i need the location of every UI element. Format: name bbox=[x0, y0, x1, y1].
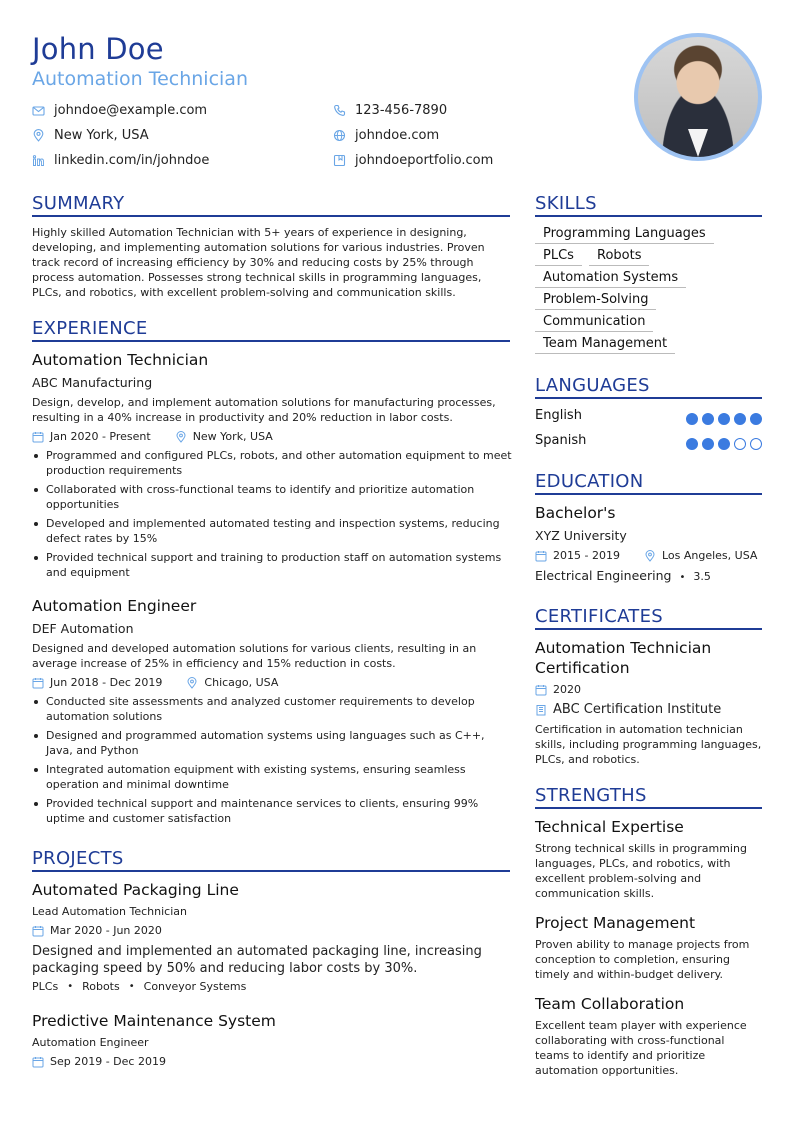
skill-chip: Problem-Solving bbox=[535, 292, 656, 310]
globe-icon bbox=[333, 129, 355, 142]
contact-website[interactable]: johndoe.com bbox=[333, 126, 439, 144]
job-description: Designed and developed automation solutions for various clients, resulting in an average increase of 25% in efficiency and 15% reduction in costs. bbox=[32, 642, 477, 670]
rating-dot bbox=[750, 438, 762, 450]
list-item: Designed and programmed automation systems using languages such as C++, Java, and Python bbox=[32, 728, 512, 758]
certificate-issuer: ABC Certification Institute bbox=[535, 702, 721, 717]
certificate-description: Certification in automation technician skills, including programming languages, PLCs, and robotics. bbox=[535, 723, 762, 766]
strength-title: Team Collaboration bbox=[535, 995, 685, 1013]
skills-divider bbox=[535, 215, 762, 217]
languages-divider bbox=[535, 397, 762, 399]
list-item: Integrated automation equipment with existing systems, ensuring seamless operation and minimal downtime bbox=[32, 762, 512, 792]
job-meta: Jun 2018 - Dec 2019 Chicago, USA bbox=[32, 676, 278, 689]
calendar-icon bbox=[32, 677, 44, 689]
list-item: Programmed and configured PLCs, robots, and other automation equipment to meet production requirements bbox=[32, 448, 512, 478]
list-item: Conducted site assessments and analyzed customer requirements to develop automation solutions bbox=[32, 694, 512, 724]
project-description: Designed and implemented an automated packaging line, increasing packaging speed by 50% and reducing labor costs by 30%. bbox=[32, 944, 482, 976]
education-divider bbox=[535, 493, 762, 495]
experience-heading: EXPERIENCE bbox=[32, 318, 148, 339]
tag: PLCs bbox=[32, 980, 59, 993]
skill-chip: Robots bbox=[589, 248, 649, 266]
summary-divider bbox=[32, 215, 510, 217]
rating-dot bbox=[686, 413, 698, 425]
summary-heading: SUMMARY bbox=[32, 193, 125, 214]
linkedin-icon bbox=[32, 154, 54, 167]
list-item: Collaborated with cross-functional teams to identify and prioritize automation opportunities bbox=[32, 482, 512, 512]
tag: Conveyor Systems bbox=[143, 980, 247, 993]
language-name: English bbox=[535, 408, 582, 423]
rating-dot bbox=[718, 438, 730, 450]
contact-linkedin[interactable]: linkedin.com/in/johndoe bbox=[32, 151, 209, 169]
list-item: Provided technical support and training to production staff on automation systems and equipment bbox=[32, 550, 512, 580]
certificate-year: 2020 bbox=[535, 683, 581, 696]
experience-divider bbox=[32, 340, 510, 342]
education-gpa: 3.5 bbox=[693, 570, 711, 583]
languages-heading: LANGUAGES bbox=[535, 375, 650, 396]
job-title: Automation Technician bbox=[32, 351, 209, 369]
contact-phone[interactable]: 123-456-7890 bbox=[333, 101, 447, 119]
education-heading: EDUCATION bbox=[535, 471, 644, 492]
skill-chip: Programming Languages bbox=[535, 226, 714, 244]
strength-description: Excellent team player with experience collaborating with cross-functional teams to identify and prioritize automation opportunities. bbox=[535, 1019, 747, 1077]
skills-heading: SKILLS bbox=[535, 193, 597, 214]
rating-dot bbox=[734, 413, 746, 425]
strength-description: Strong technical skills in programming languages, PLCs, and robotics, with excellent problem-solving and communication skills. bbox=[535, 842, 747, 900]
location-icon bbox=[644, 550, 656, 562]
calendar-icon bbox=[535, 550, 547, 562]
certificates-divider bbox=[535, 628, 762, 630]
contact-email[interactable]: johndoe@example.com bbox=[32, 101, 207, 119]
job-meta: Jan 2020 - Present New York, USA bbox=[32, 430, 273, 443]
contact-location: New York, USA bbox=[32, 126, 149, 144]
project-role: Automation Engineer bbox=[32, 1036, 149, 1049]
strengths-heading: STRENGTHS bbox=[535, 785, 647, 806]
calendar-icon bbox=[32, 925, 44, 937]
calendar-icon bbox=[535, 684, 547, 696]
rating-dot bbox=[702, 413, 714, 425]
project-title: Automated Packaging Line bbox=[32, 881, 239, 899]
job-title: Automation Engineer bbox=[32, 597, 197, 615]
skill-chip: Communication bbox=[535, 314, 653, 332]
projects-heading: PROJECTS bbox=[32, 848, 124, 869]
list-item: Provided technical support and maintenance services to clients, ensuring 99% uptime and customer satisfaction bbox=[32, 796, 512, 826]
location-icon bbox=[32, 129, 54, 142]
rating-dot bbox=[750, 413, 762, 425]
project-role: Lead Automation Technician bbox=[32, 905, 187, 918]
language-rating bbox=[682, 413, 762, 425]
candidate-role: Automation Technician bbox=[32, 68, 248, 90]
certificate-name: Automation Technician bbox=[535, 639, 712, 657]
location-icon bbox=[186, 677, 198, 689]
portfolio-icon bbox=[333, 154, 355, 167]
phone-icon bbox=[333, 104, 355, 117]
language-rating bbox=[682, 438, 762, 450]
project-meta: Mar 2020 - Jun 2020 bbox=[32, 924, 162, 937]
projects-divider bbox=[32, 870, 510, 872]
building-icon bbox=[535, 704, 547, 716]
skill-chip: Automation Systems bbox=[535, 270, 686, 288]
job-company: ABC Manufacturing bbox=[32, 375, 153, 390]
language-name: Spanish bbox=[535, 433, 587, 448]
strength-title: Project Management bbox=[535, 914, 696, 932]
job-bullets bbox=[32, 694, 512, 830]
location-icon bbox=[175, 431, 187, 443]
strength-title: Technical Expertise bbox=[535, 818, 684, 836]
mail-icon bbox=[32, 104, 54, 117]
education-field: Electrical Engineering • 3.5 bbox=[535, 568, 711, 583]
project-title: Predictive Maintenance System bbox=[32, 1012, 276, 1030]
project-meta: Sep 2019 - Dec 2019 bbox=[32, 1055, 166, 1068]
strengths-divider bbox=[535, 807, 762, 809]
education-meta: 2015 - 2019 Los Angeles, USA bbox=[535, 549, 757, 562]
rating-dot bbox=[702, 438, 714, 450]
contact-portfolio[interactable]: johndoeportfolio.com bbox=[333, 151, 493, 169]
project-tags: PLCs • Robots • Conveyor Systems bbox=[32, 980, 247, 993]
candidate-name: John Doe bbox=[32, 32, 164, 66]
job-bullets bbox=[32, 448, 512, 584]
summary-text: Highly skilled Automation Technician with 5+ years of experience in designing, developing, and implementing automation solutions for various industries. Proven track record of increasing efficiency by 30% and reducing costs by 25% through process automation. Possesses strong technical skills in programming languages, PLCs, and robotics, with excellent problem-solving and communication skills. bbox=[32, 226, 485, 299]
rating-dot bbox=[686, 438, 698, 450]
rating-dot bbox=[734, 438, 746, 450]
list-item: Developed and implemented automated testing and inspection systems, reducing defect rates by 15% bbox=[32, 516, 512, 546]
skill-chip: Team Management bbox=[535, 336, 675, 354]
calendar-icon bbox=[32, 431, 44, 443]
job-company: DEF Automation bbox=[32, 621, 134, 636]
rating-dot bbox=[718, 413, 730, 425]
tag: Robots bbox=[82, 980, 120, 993]
education-degree: Bachelor's bbox=[535, 504, 616, 522]
certificates-heading: CERTIFICATES bbox=[535, 606, 663, 627]
certificate-name-cont: Certification bbox=[535, 659, 630, 677]
education-school: XYZ University bbox=[535, 528, 627, 543]
calendar-icon bbox=[32, 1056, 44, 1068]
strength-description: Proven ability to manage projects from conception to completion, ensuring timely and within-budget delivery. bbox=[535, 938, 750, 981]
job-description: Design, develop, and implement automation solutions for manufacturing processes, resulting in a 40% increase in productivity and 20% reduction in labor costs. bbox=[32, 396, 496, 424]
profile-photo bbox=[634, 33, 762, 161]
skill-chip: PLCs bbox=[535, 248, 582, 266]
